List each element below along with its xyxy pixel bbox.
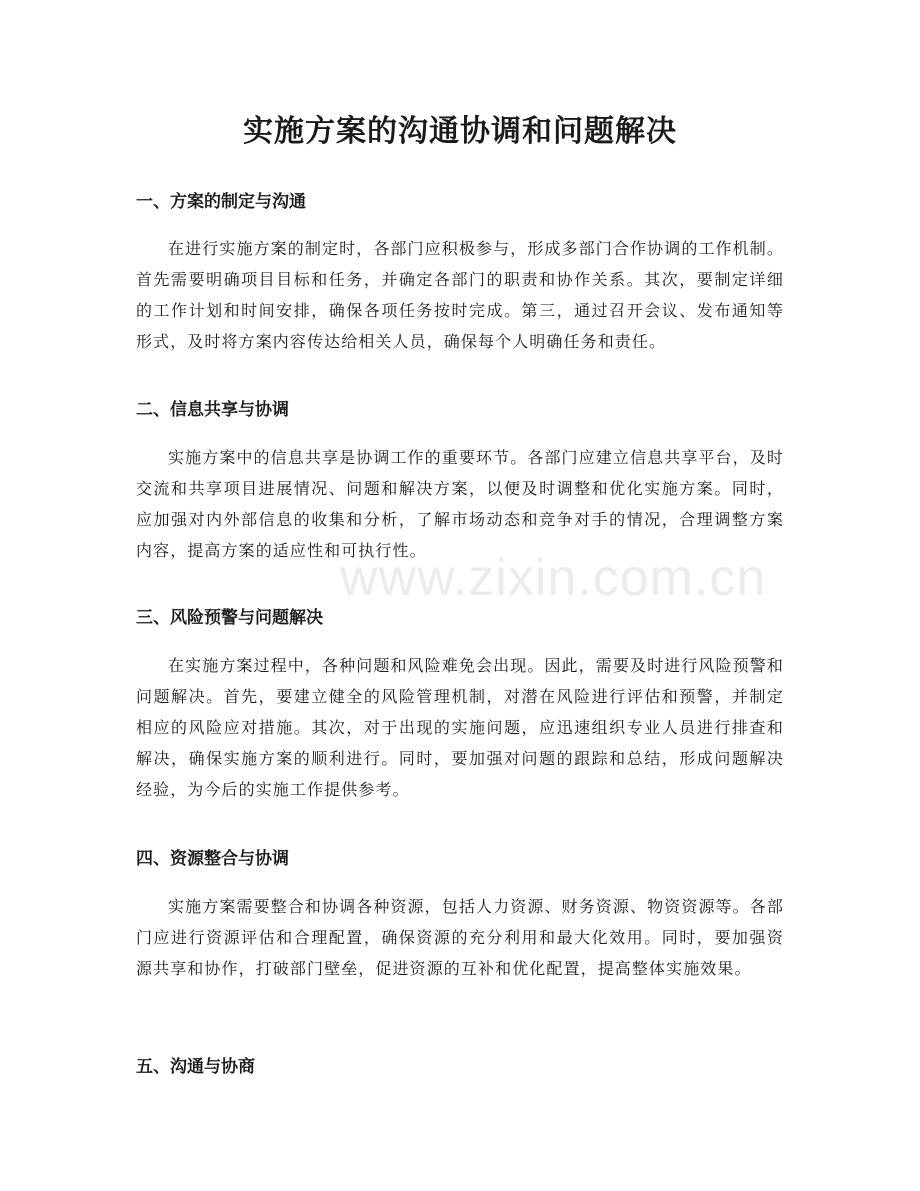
section-heading-5: 五、沟通与协商 — [136, 1057, 255, 1077]
section-heading-3: 三、风险预警与问题解决 — [136, 608, 323, 628]
watermark: www.zixin.com.cn — [340, 549, 767, 607]
page-title: 实施方案的沟通协调和问题解决 — [243, 114, 677, 149]
section-body-3: 在实施方案过程中，各种问题和风险难免会出现。因此，需要及时进行风险预警和问题解决。首先，要建立健全的风险管理机制，对潜在风险进行评估和预警，并制定相应的风险应对措施。其次，对于出现的实施问题，应迅速组织专业人员进行排查和解决，确保实施方案的顺利进行。同时，要加强对问题的跟踪和总结，形成问题解决经验，为今后的实施工作提供参考。 — [136, 656, 784, 799]
section-body-1: 在进行实施方案的制定时，各部门应积极参与，形成多部门合作协调的工作机制。首先需要明确项目目标和任务，并确定各部门的职责和协作关系。其次，要制定详细的工作计划和时间安排，确保各项任务按时完成。第三，通过召开会议、发布通知等形式，及时将方案内容传达给相关人员，确保每个人明确任务和责任。 — [136, 239, 784, 351]
section-body-2: 实施方案中的信息共享是协调工作的重要环节。各部门应建立信息共享平台，及时交流和共享项目进展情况、问题和解决方案，以便及时调整和优化实施方案。同时，应加强对内外部信息的收集和分析，了解市场动态和竞争对手的情况，合理调整方案内容，提高方案的适应性和可执行性。 — [136, 448, 784, 560]
section-heading-4: 四、资源整合与协调 — [136, 849, 289, 869]
section-body-4: 实施方案需要整合和协调各种资源，包括人力资源、财务资源、物资资源等。各部门应进行资源评估和合理配置，确保资源的充分利用和最大化效用。同时，要加强资源共享和协作，打破部门壁垒，促进资源的互补和优化配置，提高整体实施效果。 — [136, 897, 784, 978]
section-heading-1: 一、方案的制定与沟通 — [136, 192, 306, 212]
section-heading-2: 二、信息共享与协调 — [136, 400, 289, 420]
